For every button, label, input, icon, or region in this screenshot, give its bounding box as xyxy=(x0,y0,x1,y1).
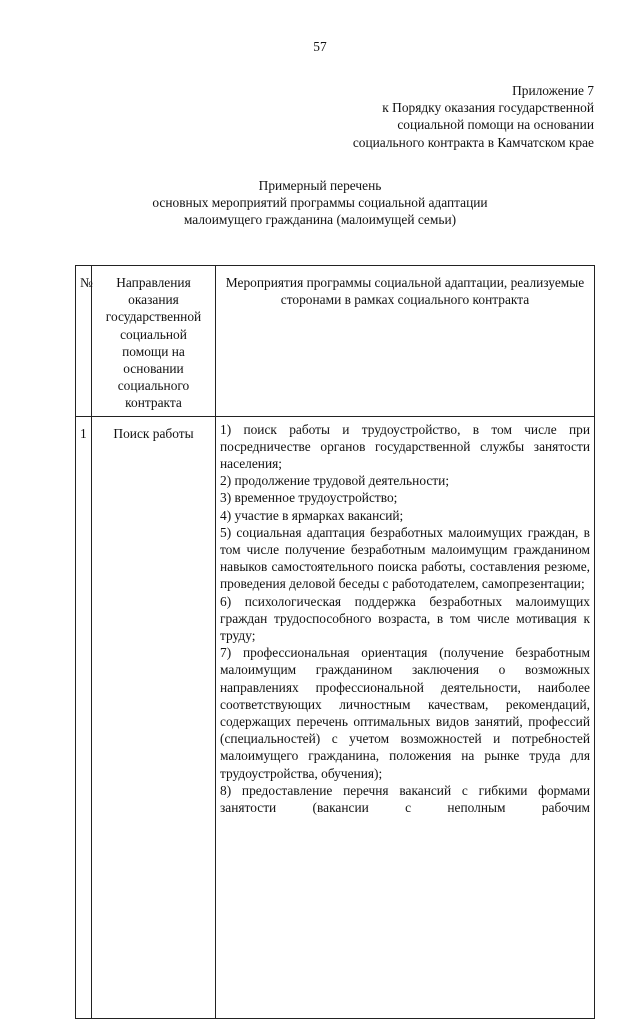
document-title xyxy=(0,177,640,229)
appendix-line: социального контракта в Камчатском крае xyxy=(352,134,594,150)
measures-table xyxy=(75,265,595,1019)
table-header-row xyxy=(76,266,595,417)
header-direction: Направления оказания государственной социальной помощи на основании социального контракта xyxy=(92,266,216,417)
header-num: № xyxy=(76,266,92,417)
measures-list xyxy=(220,421,590,1018)
title-line: основных мероприятий программы социальной адаптации xyxy=(152,195,488,211)
appendix-line: к Порядку оказания государственной xyxy=(382,100,594,116)
list-item: 2) продолжение трудовой деятельности; xyxy=(220,473,450,489)
list-item: 5) социальная адаптация безработных малоимущих граждан, в том числе получение безработным малоимущим гражданином навыков самостоятельного поиска работы, составления резюме, проведения деловой беседы с работодателем, самопрезентации; xyxy=(220,524,590,592)
row-measures xyxy=(216,416,595,1018)
table-row xyxy=(76,416,595,1018)
title-line: малоимущего гражданина (малоимущей семьи) xyxy=(183,212,457,228)
list-item: 7) профессиональная ориентация (получение безработным малоимущим гражданином заключения о возможных направлениях профессиональной деятельности, наиболее соответствующих личностным качествам, рекомендаций, содержащих перечень оптимальных видов занятий, профессий (специальностей) с учетом возможностей и потребностей малоимущего гражданина, положения на рынке труда для трудоустройства, обучения); xyxy=(220,645,590,781)
appendix-block xyxy=(353,82,594,151)
list-item: 1) поиск работы и трудоустройство, в том числе при посредничестве органов государственной службы занятости населения; xyxy=(220,421,590,472)
page-number: 57 xyxy=(313,39,327,54)
list-item: 6) психологическая поддержка безработных малоимущих граждан трудоспособного возраста, в том числе мотивация к труду; xyxy=(220,593,590,644)
row-num: 1 xyxy=(76,416,92,1018)
header-measures: Мероприятия программы социальной адаптации, реализуемые сторонами в рамках социального контракта xyxy=(216,266,595,417)
list-item: 3) временное трудоустройство; xyxy=(220,490,398,506)
appendix-line: Приложение 7 xyxy=(512,83,594,98)
appendix-line: социальной помощи на основании xyxy=(397,117,594,133)
list-item: 4) участие в ярмарках вакансий; xyxy=(220,507,404,523)
list-item: 8) предоставление перечня вакансий с гибкими формами занятости (вакансии с неполным рабочим xyxy=(220,782,590,816)
row-direction: Поиск работы xyxy=(92,416,216,1018)
title-line: Примерный перечень xyxy=(258,178,382,193)
